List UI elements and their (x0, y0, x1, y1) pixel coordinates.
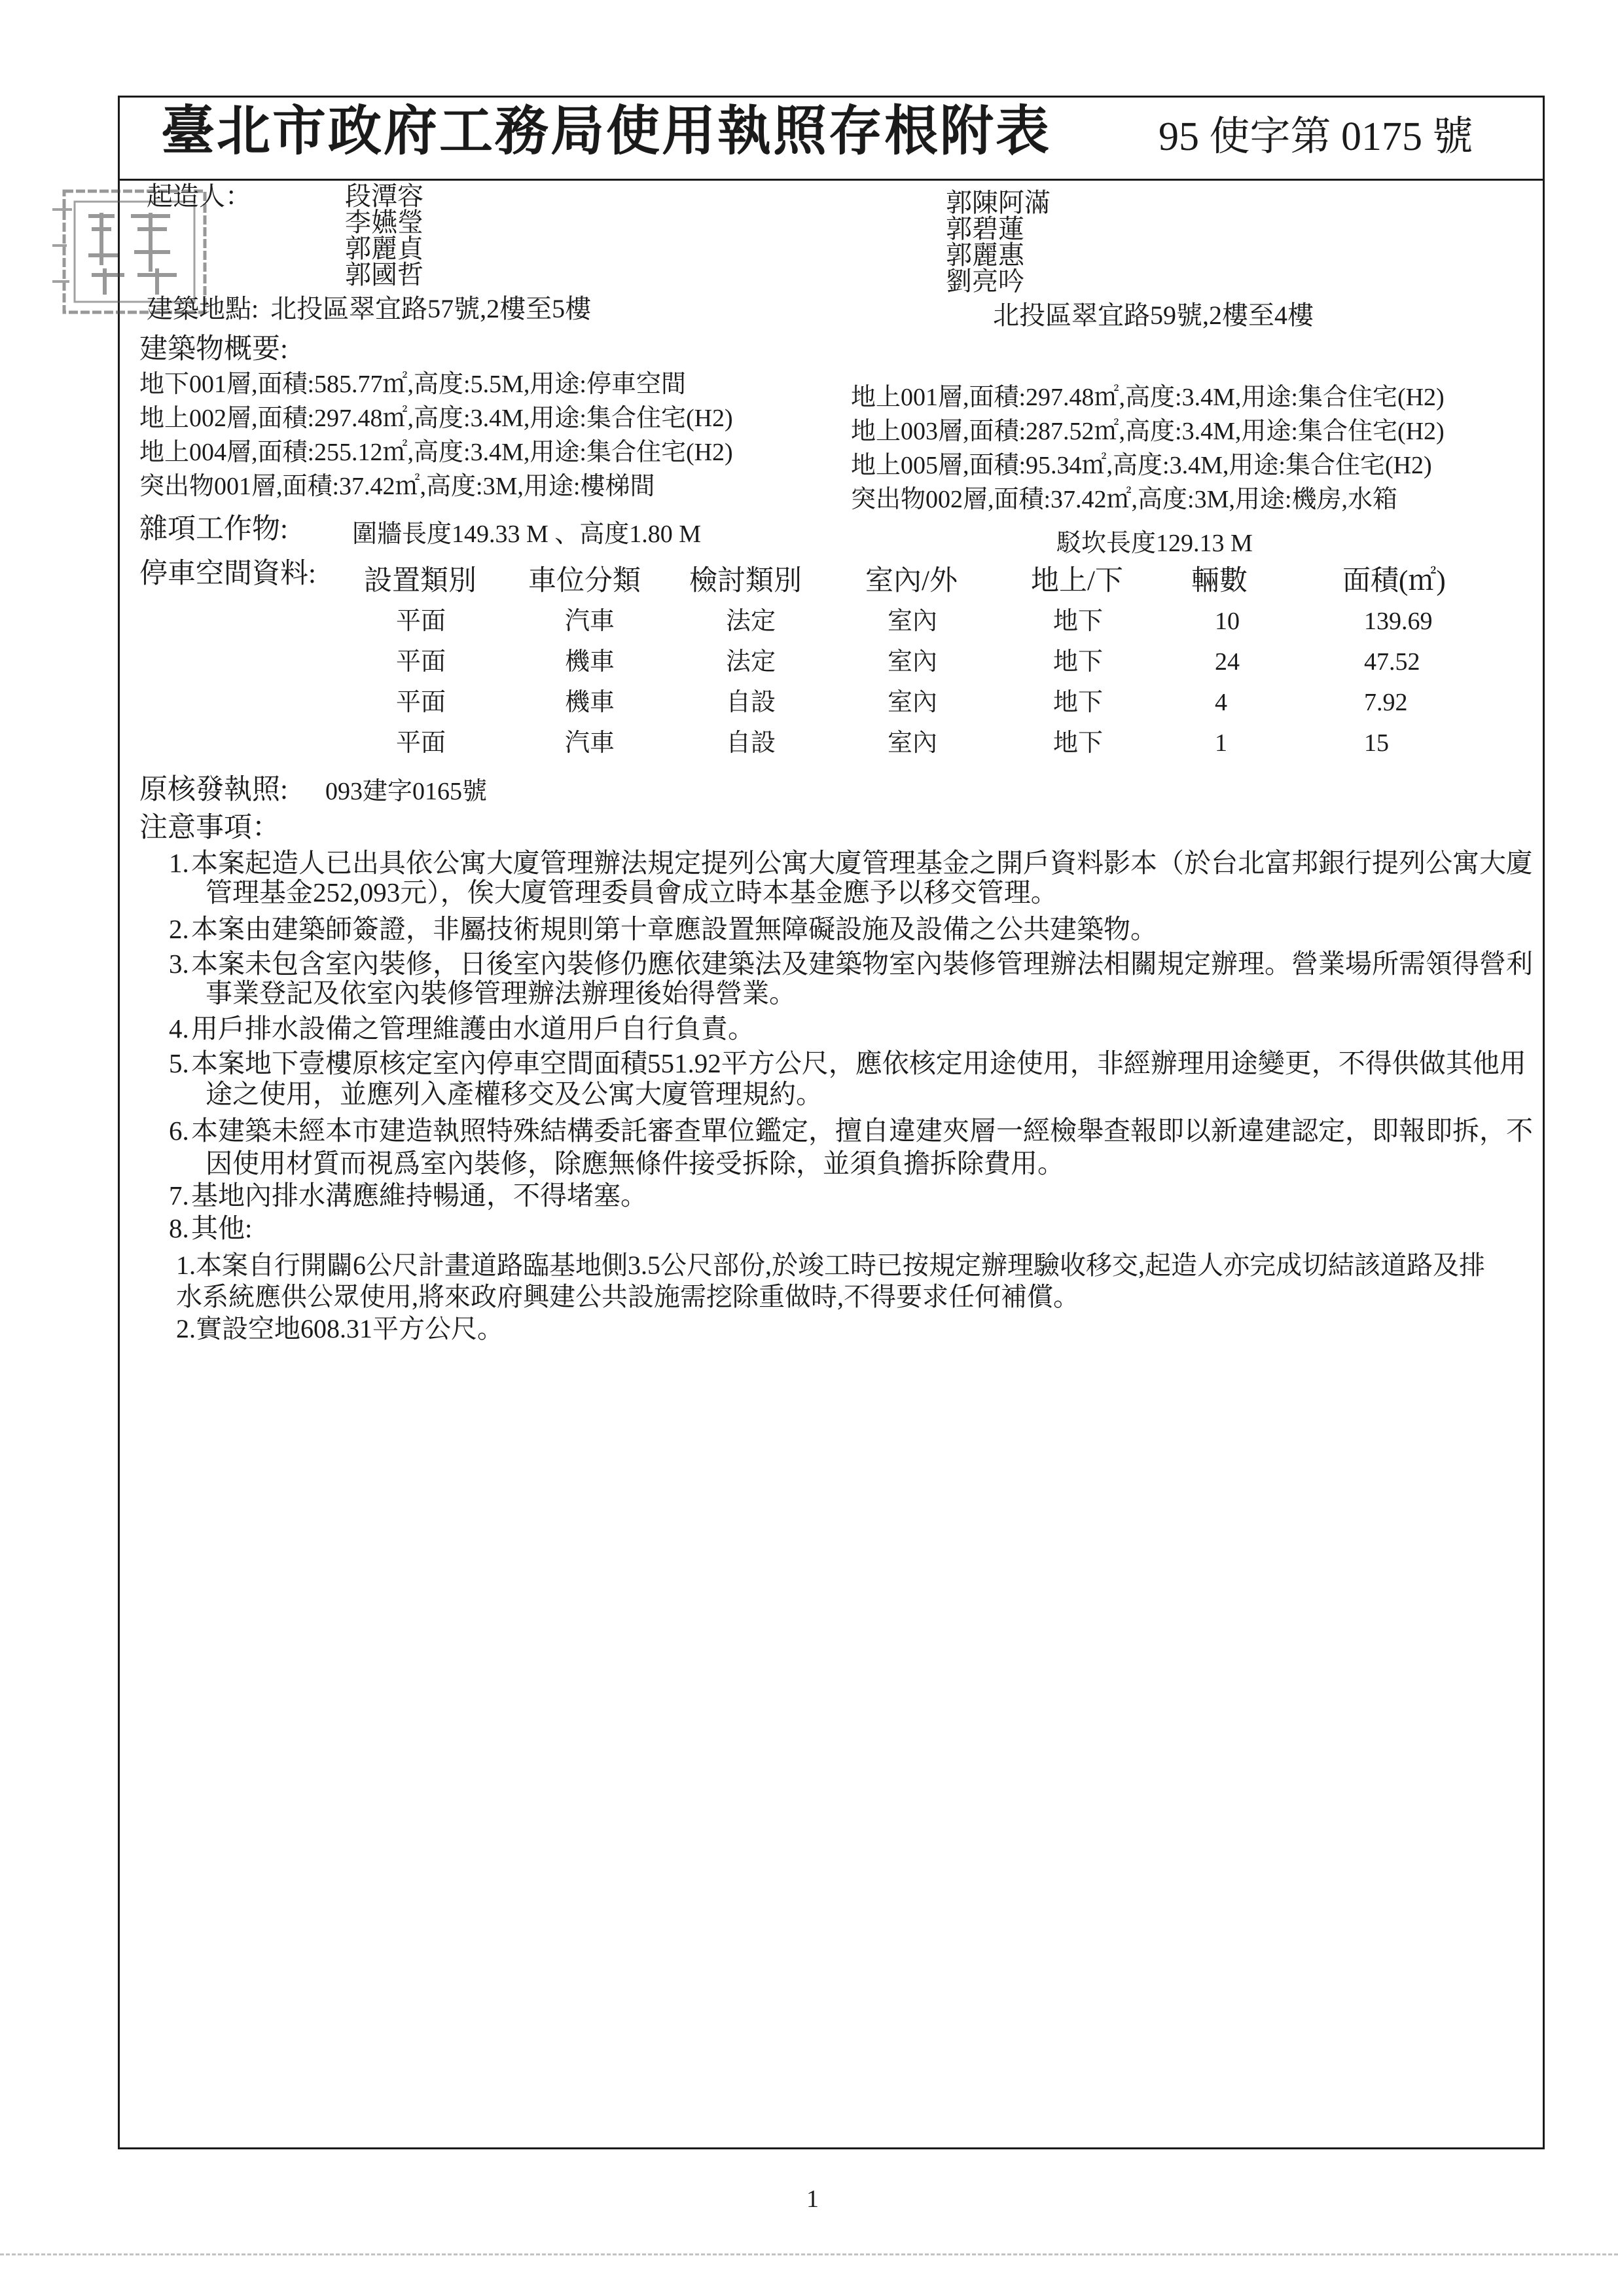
parking-cell: 汽車 (565, 729, 615, 757)
page-number: 1 (806, 2185, 819, 2213)
floor-info: 突出物001層,面積:37.42㎡,高度:3M,用途:樓梯間 (139, 473, 655, 500)
parking-cell: 139.69 (1364, 608, 1433, 635)
parking-cell: 平面 (396, 689, 446, 716)
parking-cell: 7.92 (1364, 689, 1408, 716)
parking-cell: 地下 (1053, 689, 1104, 716)
floor-info: 地上002層,面積:297.48㎡,高度:3.4M,用途:集合住宅(H2) (139, 405, 733, 432)
parking-cell: 47.52 (1364, 648, 1420, 676)
note-line: 用戶排水設備之管理維護由水道用戶自行負責。 (191, 1013, 755, 1044)
parking-cell: 法定 (726, 608, 776, 635)
location-address: 北投區翠宜路59號,2樓至4樓 (993, 301, 1314, 330)
floor-info: 地上001層,面積:297.48㎡,高度:3.4M,用途:集合住宅(H2) (851, 384, 1445, 411)
scan-edge-line (0, 2253, 1618, 2255)
parking-header: 地上/下 (1031, 566, 1123, 596)
floor-info: 突出物002層,面積:37.42㎡,高度:3M,用途:機房,水箱 (851, 486, 1397, 513)
parking-cell: 地下 (1053, 648, 1104, 676)
misc-works-label: 雜項工作物: (139, 514, 288, 545)
retaining-wall-length: 駁坎長度129.13 M (1056, 530, 1253, 557)
note-line: 管理基金252,093元），俟大廈管理委員會成立時本基金應予以移交管理。 (206, 877, 1058, 907)
parking-cell: 24 (1215, 648, 1240, 676)
parking-cell: 機車 (565, 648, 615, 676)
parking-cell: 1 (1215, 729, 1227, 757)
floor-info: 地上003層,面積:287.52㎡,高度:3.4M,用途:集合住宅(H2) (851, 418, 1445, 445)
parking-header: 輛數 (1191, 566, 1248, 596)
applicant-name: 劉亮吟 (946, 266, 1024, 296)
applicant-name: 郭陳阿滿 (946, 188, 1051, 217)
note-line: 其他: (191, 1213, 253, 1243)
note-number: 6. (169, 1116, 189, 1146)
original-permit-value: 093建字0165號 (325, 778, 488, 805)
parking-cell: 平面 (396, 648, 446, 676)
parking-header: 設置類別 (364, 566, 476, 596)
document-title: 臺北市政府工務局使用執照存根附表 (161, 101, 1052, 161)
parking-cell: 平面 (396, 729, 446, 757)
note-subitem-line: 水系統應供公眾使用,將來政府興建公共設施需挖除重做時,不得要求任何補償。 (176, 1282, 1079, 1311)
parking-cell: 室內 (888, 689, 938, 716)
parking-label: 停車空間資料: (139, 558, 316, 589)
parking-cell: 地下 (1053, 608, 1104, 635)
original-permit-label: 原核發執照: (139, 774, 288, 805)
parking-cell: 室內 (888, 648, 938, 676)
note-line: 本案地下壹樓原核定室內停車空間面積551.92平方公尺，應依核定用途使用，非經辦理用途變更，不得供做其他用 (191, 1048, 1526, 1078)
parking-cell: 平面 (396, 608, 446, 635)
floor-info: 地下001層,面積:585.77㎡,高度:5.5M,用途:停車空間 (139, 371, 686, 398)
note-number: 1. (169, 848, 189, 878)
parking-cell: 自設 (726, 729, 776, 757)
note-number: 3. (169, 949, 189, 979)
applicant-name: 郭碧蓮 (946, 214, 1024, 244)
building-summary-label: 建築物概要: (139, 334, 288, 365)
note-line: 本案由建築師簽證，非屬技術規則第十章應設置無障礙設施及設備之公共建築物。 (191, 914, 1157, 944)
note-subitem-line: 1.本案自行開闢6公尺計畫道路臨基地側3.5公尺部份,於竣工時已按規定辦理驗收移交,起造人亦完成切結該道路及排 (176, 1250, 1485, 1280)
parking-header: 車位分類 (528, 566, 641, 596)
parking-cell: 地下 (1053, 729, 1104, 757)
applicant-name: 郭麗惠 (946, 240, 1024, 270)
note-number: 5. (169, 1048, 189, 1078)
notes-label: 注意事項： (139, 812, 280, 843)
parking-cell: 機車 (565, 689, 615, 716)
note-number: 8. (169, 1213, 189, 1243)
applicant-name: 郭國哲 (345, 260, 423, 289)
wall-dimensions: 圍牆長度149.33 M 、高度1.80 M (352, 520, 702, 548)
applicant-name: 段潭容 (345, 181, 423, 211)
location-label: 建築地點: (147, 294, 259, 323)
parking-cell: 室內 (888, 729, 938, 757)
parking-cell: 10 (1215, 608, 1240, 635)
location-row (147, 296, 591, 322)
parking-cell: 自設 (726, 689, 776, 716)
applicants-label: 起造人： (147, 181, 251, 211)
parking-header: 檢討類別 (689, 566, 802, 596)
location-address: 北投區翠宜路57號,2樓至5樓 (270, 294, 592, 323)
applicant-name: 郭麗貞 (345, 234, 423, 263)
parking-header: 面積(㎡) (1342, 566, 1446, 596)
note-line: 本建築未經本市建造執照特殊結構委託審查單位鑑定，擅自違建夾層一經檢舉查報即以新違建認定，即報即拆，不 (191, 1116, 1533, 1146)
parking-cell: 4 (1215, 689, 1227, 716)
note-line: 基地內排水溝應維持暢通，不得堵塞。 (191, 1180, 647, 1211)
note-line: 事業登記及依室內裝修管理辦法辦理後始得營業。 (206, 978, 796, 1008)
permit-number: 95 使字第 0175 號 (1159, 115, 1473, 159)
applicant-name: 李嬿瑩 (345, 208, 423, 237)
note-line: 本案起造人已出具依公寓大廈管理辦法規定提列公寓大廈管理基金之開戶資料影本（於台北富邦銀行提列公寓大廈 (191, 848, 1533, 878)
parking-cell: 汽車 (565, 608, 615, 635)
note-number: 7. (169, 1180, 189, 1211)
note-line: 途之使用，並應列入產權移交及公寓大廈管理規約。 (206, 1079, 823, 1109)
note-line: 因使用材質而視爲室內裝修，除應無條件接受拆除，並須負擔拆除費用。 (206, 1148, 1064, 1178)
note-subitem-line: 2.實設空地608.31平方公尺。 (176, 1314, 503, 1343)
parking-header: 室內/外 (865, 566, 958, 596)
parking-cell: 法定 (726, 648, 776, 676)
note-line: 本案未包含室內裝修，日後室內裝修仍應依建築法及建築物室內裝修管理辦法相關規定辦理。營業場所需領得營利 (191, 949, 1533, 979)
note-number: 4. (169, 1013, 189, 1044)
note-number: 2. (169, 914, 189, 944)
title-separator-line (118, 179, 1545, 181)
parking-cell: 15 (1364, 729, 1389, 757)
parking-cell: 室內 (888, 608, 938, 635)
floor-info: 地上004層,面積:255.12㎡,高度:3.4M,用途:集合住宅(H2) (139, 439, 733, 466)
floor-info: 地上005層,面積:95.34㎡,高度:3.4M,用途:集合住宅(H2) (851, 452, 1432, 479)
